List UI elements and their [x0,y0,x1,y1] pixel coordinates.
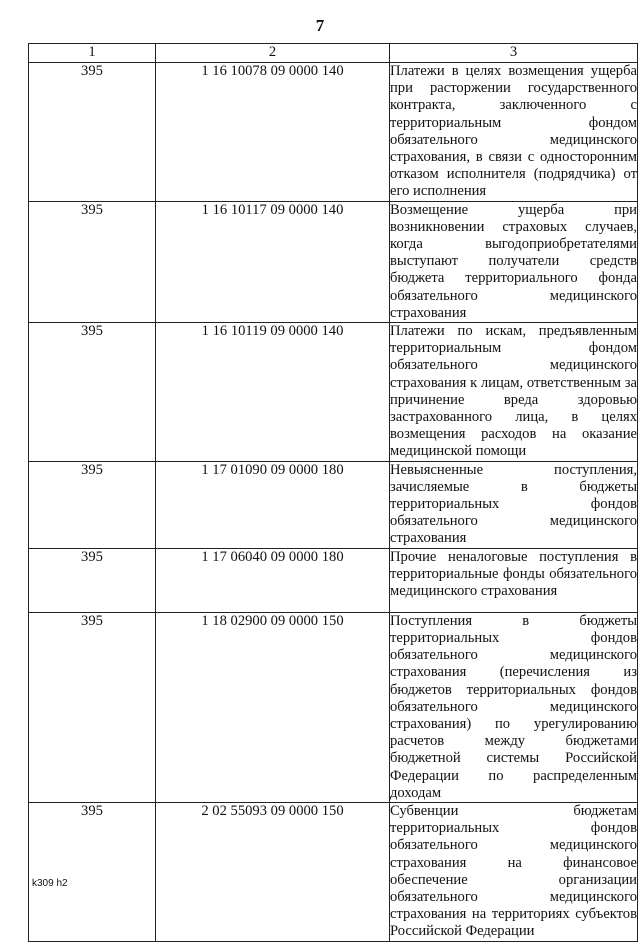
column-header-3: 3 [390,44,638,63]
admin-code-cell: 395 [29,63,156,202]
table-row [29,461,638,548]
column-header-1: 1 [29,44,156,63]
kbk-code-cell: 1 16 10117 09 0000 140 [156,201,390,322]
admin-code-cell: 395 [29,802,156,941]
header-row [29,44,638,63]
table-row [29,612,638,802]
revenue-name-cell: Платежи в целях возмещения ущерба при расторжении государственного контракта, заключенного с территориальным фондом обязательного медицинского страхования, в связи с односторонним отказом исполнителя (подрядчика) от его исполнения [390,63,637,200]
kbk-code-cell: 1 17 01090 09 0000 180 [156,461,390,548]
admin-code-cell: 395 [29,461,156,548]
table-row [29,63,638,202]
admin-code-cell: 395 [29,612,156,802]
kbk-code-cell: 1 18 02900 09 0000 150 [156,612,390,802]
column-header-2: 2 [156,44,390,63]
revenue-name-cell: Поступления в бюджеты территориальных фондов обязательного медицинского страхования (перечисления из бюджетов территориальных фондов обязательного медицинского страхования) по урегулированию расчетов между бюджетами бюджетной системы Российской Федерации по распределенным доходам [390,612,637,801]
kbk-code-cell: 1 16 10078 09 0000 140 [156,63,390,202]
table-row [29,323,638,462]
admin-code-cell: 395 [29,201,156,322]
kbk-code-cell: 2 02 55093 09 0000 150 [156,802,390,941]
revenue-name-cell: Субвенции бюджетам территориальных фондов обязательного медицинского страхования на финансовое обеспечение организации обязательного медицинского страхования на территориях субъектов Российской Федерации [390,802,637,940]
revenue-name-cell: Платежи по искам, предъявленным территориальным фондом обязательного медицинского страхования к лицам, ответственным за причинение вреда здоровью застрахованного лица, в целях возмещения расходов на оказание медицинской помощи [390,323,637,460]
revenue-name-cell: Возмещение ущерба при возникновении страховых случаев, когда выгодоприобретателями выступают получатели средств бюджета территориального фонда обязательного медицинского страхования [390,201,637,321]
table-row [29,201,638,322]
admin-code-cell: 395 [29,548,156,612]
admin-code-cell: 395 [29,323,156,462]
table-header [29,44,638,63]
revenue-name-cell: Прочие неналоговые поступления в территориальные фонды обязательного медицинского страхования [390,548,638,612]
page-number: 7 [315,16,325,35]
budget-codes-table [28,43,638,942]
footer-code: k309 h2 [32,878,68,889]
table-row [29,802,638,941]
kbk-code-cell: 1 17 06040 09 0000 180 [156,548,390,612]
table-row [29,548,638,612]
table-body [29,63,638,942]
kbk-code-cell: 1 16 10119 09 0000 140 [156,323,390,462]
revenue-name-cell: Невыясненные поступления, зачисляемые в бюджеты территориальных фондов обязательного медицинского страхования [390,461,637,547]
